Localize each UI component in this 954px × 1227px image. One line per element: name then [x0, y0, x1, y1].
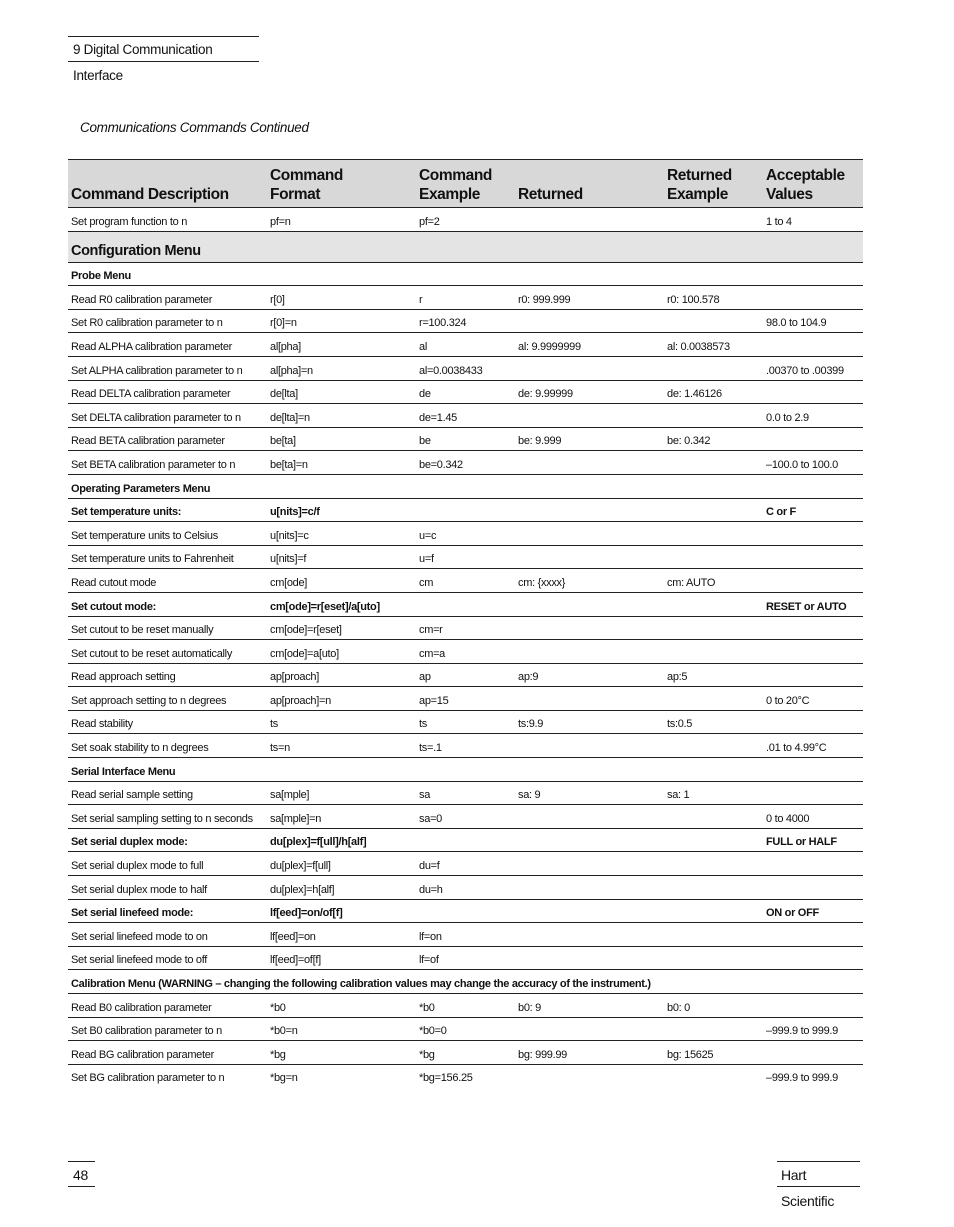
col-header-text: Values — [766, 186, 813, 203]
col-header — [664, 160, 763, 208]
table-row — [68, 356, 863, 380]
col-header — [416, 160, 515, 208]
table-cell — [515, 805, 664, 829]
table-cell: du[plex]=f[ull]/h[alf] — [267, 828, 416, 852]
table-cell: bg: 999.99 — [515, 1041, 664, 1065]
section-title: Communications Commands Continued — [80, 120, 309, 135]
table-cell — [763, 640, 863, 664]
table-cell: de[lta]=n — [267, 404, 416, 428]
table-cell — [515, 404, 664, 428]
table-cell: Read ALPHA calibration parameter — [68, 333, 267, 357]
table-cell: .00370 to .00399 — [763, 356, 863, 380]
table-cell — [763, 380, 863, 404]
table-row — [68, 1041, 863, 1065]
table-cell: Set serial duplex mode: — [68, 828, 267, 852]
table-cell — [763, 710, 863, 734]
table-row — [68, 663, 863, 687]
col-header-text: Returned — [667, 167, 732, 184]
table-cell — [763, 923, 863, 947]
table-cell: Read BETA calibration parameter — [68, 427, 267, 451]
table-cell: al[pha]=n — [267, 356, 416, 380]
table-cell — [664, 923, 763, 947]
table-row — [68, 616, 863, 640]
table-cell: du[plex]=h[alf] — [267, 876, 416, 900]
table-cell: r0: 999.999 — [515, 286, 664, 310]
table-cell: cm[ode]=a[uto] — [267, 640, 416, 664]
col-header-text: Format — [270, 186, 321, 203]
table-cell: ap — [416, 663, 515, 687]
commands-table — [68, 159, 863, 1087]
table-cell — [416, 828, 515, 852]
table-cell: u[nits]=c/f — [267, 498, 416, 522]
col-header — [763, 160, 863, 208]
table-row — [68, 734, 863, 758]
table-cell: FULL or HALF — [763, 828, 863, 852]
table-row — [68, 522, 863, 546]
table-cell: Set program function to n — [68, 208, 267, 232]
table-cell — [763, 286, 863, 310]
table-cell: –100.0 to 100.0 — [763, 451, 863, 475]
table-cell — [763, 616, 863, 640]
table-row — [68, 404, 863, 428]
table-cell — [664, 734, 763, 758]
table-cell: r0: 100.578 — [664, 286, 763, 310]
table-cell: r[0]=n — [267, 309, 416, 333]
table-cell — [664, 309, 763, 333]
table-cell: Set cutout mode: — [68, 592, 267, 616]
table-cell — [416, 498, 515, 522]
table-cell — [515, 640, 664, 664]
table-cell — [763, 781, 863, 805]
table-cell: pf=2 — [416, 208, 515, 232]
table-cell: de[lta] — [267, 380, 416, 404]
table-cell: Read R0 calibration parameter — [68, 286, 267, 310]
table-cell: sa: 9 — [515, 781, 664, 805]
table-cell — [664, 592, 763, 616]
table-cell — [664, 946, 763, 970]
table-cell — [664, 852, 763, 876]
table-cell — [515, 946, 664, 970]
table-cell: cm[ode]=r[eset]/a[uto] — [267, 592, 416, 616]
table-cell: sa[mple]=n — [267, 805, 416, 829]
table-cell — [664, 498, 763, 522]
table-cell: Set cutout to be reset automatically — [68, 640, 267, 664]
table-cell — [763, 1041, 863, 1065]
table-cell — [515, 734, 664, 758]
table-cell: ap:9 — [515, 663, 664, 687]
table-cell — [763, 876, 863, 900]
table-cell — [763, 852, 863, 876]
table-cell: Set BETA calibration parameter to n — [68, 451, 267, 475]
table-cell: 0 to 4000 — [763, 805, 863, 829]
table-cell: r — [416, 286, 515, 310]
table-cell — [664, 828, 763, 852]
table-row — [68, 333, 863, 357]
table-cell — [416, 592, 515, 616]
table-cell — [515, 498, 664, 522]
table-cell — [763, 663, 863, 687]
table-cell — [763, 333, 863, 357]
table-cell: Set serial linefeed mode to on — [68, 923, 267, 947]
table-cell: Set cutout to be reset manually — [68, 616, 267, 640]
table-cell: *b0 — [416, 994, 515, 1018]
table-cell: Set temperature units: — [68, 498, 267, 522]
table-cell: 0.0 to 2.9 — [763, 404, 863, 428]
table-cell: du=h — [416, 876, 515, 900]
menu-heading-row — [68, 231, 863, 262]
table-cell: cm=a — [416, 640, 515, 664]
table-cell: u[nits]=f — [267, 545, 416, 569]
heading-cell: Probe Menu — [68, 262, 863, 286]
table-cell: cm — [416, 569, 515, 593]
table-cell: ap=15 — [416, 687, 515, 711]
table-cell: Set DELTA calibration parameter to n — [68, 404, 267, 428]
table-row — [68, 876, 863, 900]
table-cell: be[ta] — [267, 427, 416, 451]
table-cell — [515, 899, 664, 923]
chapter-header — [68, 36, 259, 83]
submenu-heading-row — [68, 474, 863, 498]
table-cell: de: 9.99999 — [515, 380, 664, 404]
table-cell — [515, 1017, 664, 1041]
table-body — [68, 208, 863, 1088]
table-cell: lf=of — [416, 946, 515, 970]
table-cell: ON or OFF — [763, 899, 863, 923]
table-cell — [664, 687, 763, 711]
table-cell: de — [416, 380, 515, 404]
table-cell — [664, 522, 763, 546]
table-cell — [763, 545, 863, 569]
table-cell: Set serial sampling setting to n seconds — [68, 805, 267, 829]
table-cell: *bg=n — [270, 1072, 298, 1085]
heading-cell: Serial Interface Menu — [68, 758, 863, 782]
table-cell: lf[eed]=on — [267, 923, 416, 947]
table-cell: r[0] — [267, 286, 416, 310]
table-cell: r=100.324 — [416, 309, 515, 333]
table-cell: ts=.1 — [416, 734, 515, 758]
table-cell: al=0.0038433 — [416, 356, 515, 380]
table-cell: b0: 9 — [515, 994, 664, 1018]
table-cell: 98.0 to 104.9 — [763, 309, 863, 333]
table-cell: Set serial duplex mode to half — [68, 876, 267, 900]
table-cell: *b0 — [267, 994, 416, 1018]
table-cell: du=f — [416, 852, 515, 876]
company-name: Hart Scientific — [781, 1167, 835, 1209]
col-header — [515, 160, 664, 208]
table-cell — [515, 828, 664, 852]
table-cell: *bg — [267, 1041, 416, 1065]
chapter-title: 9 Digital Communication Interface — [73, 42, 213, 83]
table-row — [68, 309, 863, 333]
table-row — [68, 923, 863, 947]
page-number: 48 — [73, 1167, 88, 1183]
table-cell — [664, 545, 763, 569]
table-cell: Set approach setting to n degrees — [68, 687, 267, 711]
table-cell — [515, 616, 664, 640]
table-cell — [515, 208, 664, 232]
table-cell: *b0=0 — [416, 1017, 515, 1041]
table-cell — [664, 404, 763, 428]
table-row — [68, 545, 863, 569]
table-cell — [664, 899, 763, 923]
table-cell — [515, 309, 664, 333]
table-cell: Set B0 calibration parameter to n — [68, 1017, 267, 1041]
table-cell — [763, 569, 863, 593]
table-cell: Set temperature units to Fahrenheit — [68, 545, 267, 569]
table-cell: *bg — [416, 1041, 515, 1065]
table-cell: *b0=n — [267, 1017, 416, 1041]
table-row — [68, 640, 863, 664]
table-cell: be[ta]=n — [267, 451, 416, 475]
col-header-text: Example — [667, 186, 728, 203]
table-cell: 0 to 20°C — [763, 687, 863, 711]
table-row — [68, 1064, 863, 1087]
table-cell: cm: AUTO — [664, 569, 763, 593]
table-cell: sa: 1 — [664, 781, 763, 805]
table-row — [68, 1017, 863, 1041]
table-row — [68, 569, 863, 593]
table-cell: al: 9.9999999 — [515, 333, 664, 357]
table-row — [68, 781, 863, 805]
table-cell: cm=r — [416, 616, 515, 640]
table-cell: be: 9.999 — [515, 427, 664, 451]
table-cell: ts=n — [267, 734, 416, 758]
col-header-text: Acceptable — [766, 167, 845, 184]
table-cell — [515, 356, 664, 380]
table-cell: de: 1.46126 — [664, 380, 763, 404]
table-cell: sa=0 — [416, 805, 515, 829]
table-cell: lf=on — [416, 923, 515, 947]
table-cell: ts:0.5 — [664, 710, 763, 734]
col-header-text: Command — [270, 167, 343, 184]
table-row — [68, 208, 863, 232]
col-header — [267, 160, 416, 208]
page-number-box — [68, 1161, 95, 1187]
col-header-text: Example — [419, 186, 480, 203]
table-cell — [515, 522, 664, 546]
table-cell — [416, 899, 515, 923]
table-cell: Set serial linefeed mode to off — [68, 946, 267, 970]
table-cell: Read B0 calibration parameter — [68, 994, 267, 1018]
col-header-text: Command Description — [71, 186, 229, 203]
table-cell: lf[eed]=of[f] — [267, 946, 416, 970]
table-cell: b0: 0 — [664, 994, 763, 1018]
table-cell: ap[proach] — [267, 663, 416, 687]
heading-cell: Configuration Menu — [68, 231, 863, 262]
submenu-heading-row — [68, 262, 863, 286]
table-cell: Set R0 calibration parameter to n — [68, 309, 267, 333]
table-cell: RESET or AUTO — [763, 592, 863, 616]
table-cell — [763, 946, 863, 970]
table-cell: du[plex]=f[ull] — [267, 852, 416, 876]
table-cell: cm: {xxxx} — [515, 569, 664, 593]
table-row — [68, 946, 863, 970]
table-cell: be=0.342 — [416, 451, 515, 475]
table-cell — [763, 427, 863, 451]
table-cell — [515, 876, 664, 900]
table-cell: Read approach setting — [68, 663, 267, 687]
table-cell — [664, 876, 763, 900]
table-cell: Read serial sample setting — [68, 781, 267, 805]
table-row — [68, 498, 863, 522]
table-row — [68, 286, 863, 310]
table-row — [68, 592, 863, 616]
table-cell: *bg=156.25 — [419, 1072, 473, 1085]
table-row — [68, 994, 863, 1018]
table-cell: lf[eed]=on/of[f] — [267, 899, 416, 923]
table-cell: sa — [416, 781, 515, 805]
table-cell — [664, 640, 763, 664]
table-row — [68, 380, 863, 404]
table-cell — [515, 545, 664, 569]
table-cell: Set ALPHA calibration parameter to n — [68, 356, 267, 380]
table-cell: ts — [267, 710, 416, 734]
table-cell: Read cutout mode — [68, 569, 267, 593]
table-cell — [515, 852, 664, 876]
table-cell: sa[mple] — [267, 781, 416, 805]
heading-cell: Calibration Menu (WARNING – changing the following calibration values may change the accuracy of the instrument.) — [68, 970, 863, 994]
col-header-text: Command — [419, 167, 492, 184]
table-cell: u[nits]=c — [267, 522, 416, 546]
table-header-row — [68, 160, 863, 208]
table-cell: Set serial duplex mode to full — [68, 852, 267, 876]
table-cell: pf=n — [267, 208, 416, 232]
table-cell: Read stability — [68, 710, 267, 734]
table-cell: .01 to 4.99°C — [763, 734, 863, 758]
table-row — [68, 451, 863, 475]
table-row — [68, 805, 863, 829]
table-cell: u=c — [416, 522, 515, 546]
submenu-heading-row — [68, 970, 863, 994]
table-cell: Set serial linefeed mode: — [68, 899, 267, 923]
table-cell: u=f — [416, 545, 515, 569]
table-cell: –999.9 to 999.9 — [763, 1017, 863, 1041]
table-cell — [664, 1064, 763, 1087]
table-cell — [664, 616, 763, 640]
table-cell: ap[proach]=n — [267, 687, 416, 711]
table-row — [68, 687, 863, 711]
table-cell: cm[ode]=r[eset] — [267, 616, 416, 640]
table-cell: Set soak stability to n degrees — [68, 734, 267, 758]
table-cell — [515, 451, 664, 475]
table-row — [68, 427, 863, 451]
table-cell: Set BG calibration parameter to n — [71, 1072, 225, 1085]
heading-cell: Operating Parameters Menu — [68, 474, 863, 498]
company-name-box — [777, 1161, 860, 1209]
table-cell: Read BG calibration parameter — [68, 1041, 267, 1065]
table-cell: bg: 15625 — [664, 1041, 763, 1065]
col-header-text: Returned — [518, 186, 583, 203]
table-cell: ts — [416, 710, 515, 734]
table-row — [68, 828, 863, 852]
submenu-heading-row — [68, 758, 863, 782]
table-cell — [763, 994, 863, 1018]
table-cell: al[pha] — [267, 333, 416, 357]
col-header — [68, 160, 267, 208]
table-row — [68, 852, 863, 876]
table-cell: 1 to 4 — [763, 208, 863, 232]
table-cell — [515, 687, 664, 711]
table-cell: cm[ode] — [267, 569, 416, 593]
table-row — [68, 710, 863, 734]
table-cell — [664, 356, 763, 380]
table-cell — [664, 451, 763, 475]
table-cell: C or F — [763, 498, 863, 522]
table-cell: al: 0.0038573 — [664, 333, 763, 357]
table-cell — [515, 592, 664, 616]
table-cell: ap:5 — [664, 663, 763, 687]
table-cell: Read DELTA calibration parameter — [68, 380, 267, 404]
table-cell: Set temperature units to Celsius — [68, 522, 267, 546]
table-cell — [763, 522, 863, 546]
table-cell: –999.9 to 999.9 — [766, 1072, 838, 1085]
table-cell — [664, 805, 763, 829]
table-cell: be — [416, 427, 515, 451]
table-row — [68, 899, 863, 923]
table-cell: de=1.45 — [416, 404, 515, 428]
table-cell: be: 0.342 — [664, 427, 763, 451]
table-cell — [515, 1064, 664, 1087]
table-cell — [515, 923, 664, 947]
table-cell: al — [416, 333, 515, 357]
table-cell — [664, 1017, 763, 1041]
table-cell: ts:9.9 — [515, 710, 664, 734]
table-cell — [664, 208, 763, 232]
